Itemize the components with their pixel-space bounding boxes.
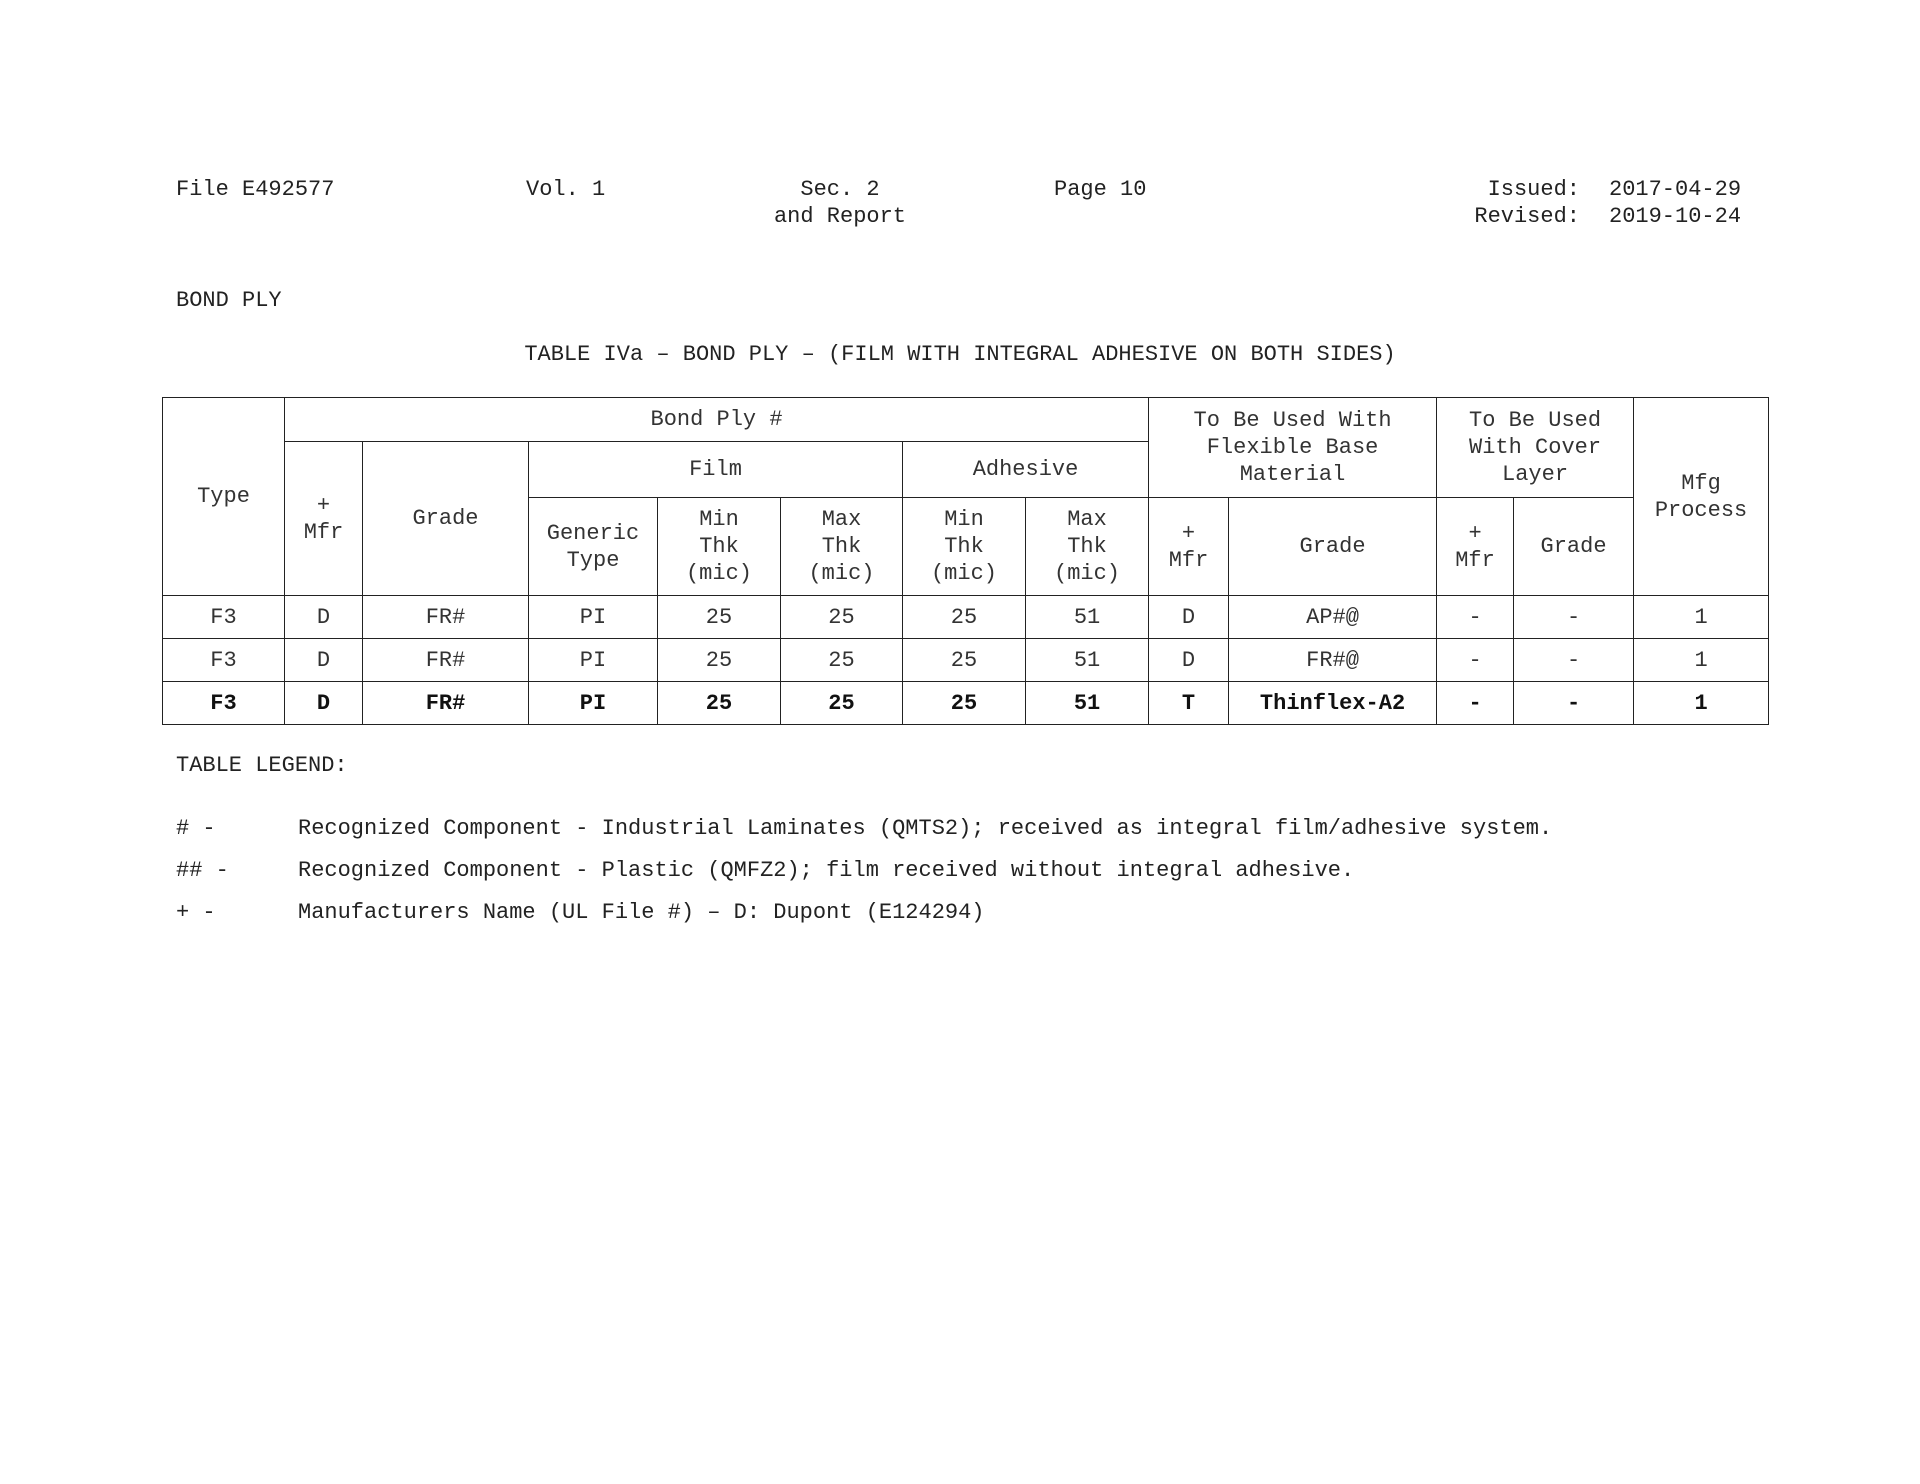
legend-text: Recognized Component - Industrial Laminates (QMTS2); received as integral film/adhesive system.	[298, 816, 1553, 841]
legend-symbol: ## -	[176, 858, 229, 883]
cell-type: F3	[163, 596, 285, 639]
cell-adhesive-min: 25	[903, 682, 1026, 725]
cell-film-min: 25	[658, 639, 781, 682]
cell-mfr: D	[285, 639, 363, 682]
header-grade: Grade	[363, 442, 529, 596]
cell-generic-type: PI	[529, 682, 658, 725]
table-title: TABLE IVa – BOND PLY – (FILM WITH INTEGRAL ADHESIVE ON BOTH SIDES)	[524, 342, 1396, 367]
table-row	[163, 596, 1769, 639]
header-cover-mfr: + Mfr	[1437, 498, 1514, 596]
cell-adhesive-max: 51	[1026, 682, 1149, 725]
revised-date: 2019-10-24	[1609, 204, 1742, 229]
header-adhesive-min-thk: Min Thk (mic)	[903, 498, 1026, 596]
header-film: Film	[529, 442, 903, 498]
page-number: Page 10	[1054, 177, 1147, 202]
cell-type: F3	[163, 639, 285, 682]
cell-base-mfr: D	[1149, 596, 1229, 639]
cell-grade: FR#	[363, 596, 529, 639]
cell-generic-type: PI	[529, 639, 658, 682]
cell-cover-grade: -	[1514, 596, 1634, 639]
header-bond-ply: Bond Ply #	[285, 398, 1149, 442]
cell-mfg-process: 1	[1634, 682, 1769, 725]
header-type: Type	[163, 398, 285, 596]
table-row	[163, 639, 1769, 682]
section-title: BOND PLY	[176, 288, 282, 313]
legend-symbol: + -	[176, 900, 216, 925]
cell-grade: FR#	[363, 682, 529, 725]
cell-base-grade: FR#@	[1229, 639, 1437, 682]
cell-film-min: 25	[658, 682, 781, 725]
cell-adhesive-min: 25	[903, 596, 1026, 639]
section-line-2: and Report	[773, 204, 907, 229]
cell-base-grade: AP#@	[1229, 596, 1437, 639]
cell-type: F3	[163, 682, 285, 725]
cell-mfg-process: 1	[1634, 639, 1769, 682]
cell-cover-mfr: -	[1437, 682, 1514, 725]
volume-number: Vol. 1	[526, 177, 606, 202]
cell-cover-mfr: -	[1437, 596, 1514, 639]
header-film-min-thk: Min Thk (mic)	[658, 498, 781, 596]
header-cover-layer: To Be Used With Cover Layer	[1437, 398, 1634, 498]
section-line-1: Sec. 2	[800, 177, 880, 202]
issued-label: Issued:	[1487, 177, 1580, 202]
cell-film-max: 25	[781, 596, 903, 639]
cell-film-max: 25	[781, 682, 903, 725]
cell-generic-type: PI	[529, 596, 658, 639]
header-mfg-process: Mfg Process	[1634, 398, 1769, 596]
cell-mfg-process: 1	[1634, 596, 1769, 639]
bond-ply-table	[162, 397, 1769, 725]
header-base-grade: Grade	[1229, 498, 1437, 596]
header-generic-type: Generic Type	[529, 498, 658, 596]
header-adhesive: Adhesive	[903, 442, 1149, 498]
cell-base-mfr: D	[1149, 639, 1229, 682]
cell-adhesive-max: 51	[1026, 596, 1149, 639]
header-mfr: + Mfr	[285, 442, 363, 596]
header-base-mfr: + Mfr	[1149, 498, 1229, 596]
cell-base-grade: Thinflex-A2	[1229, 682, 1437, 725]
cell-film-min: 25	[658, 596, 781, 639]
header-cover-grade: Grade	[1514, 498, 1634, 596]
cell-film-max: 25	[781, 639, 903, 682]
table-row	[163, 682, 1769, 725]
cell-cover-grade: -	[1514, 639, 1634, 682]
cell-mfr: D	[285, 682, 363, 725]
file-number: File E492577	[176, 177, 335, 202]
legend-title: TABLE LEGEND:	[176, 753, 348, 778]
cell-cover-grade: -	[1514, 682, 1634, 725]
legend-symbol: # -	[176, 816, 216, 841]
revised-label: Revised:	[1474, 204, 1580, 229]
header-flexible-base: To Be Used With Flexible Base Material	[1149, 398, 1437, 498]
cell-adhesive-min: 25	[903, 639, 1026, 682]
header-adhesive-max-thk: Max Thk (mic)	[1026, 498, 1149, 596]
cell-grade: FR#	[363, 639, 529, 682]
issued-date: 2017-04-29	[1609, 177, 1742, 202]
legend-text: Recognized Component - Plastic (QMFZ2); film received without integral adhesive.	[298, 858, 1355, 883]
cell-cover-mfr: -	[1437, 639, 1514, 682]
cell-adhesive-max: 51	[1026, 639, 1149, 682]
legend-text: Manufacturers Name (UL File #) – D: Dupont (E124294)	[298, 900, 985, 925]
cell-mfr: D	[285, 596, 363, 639]
cell-base-mfr: T	[1149, 682, 1229, 725]
header-film-max-thk: Max Thk (mic)	[781, 498, 903, 596]
